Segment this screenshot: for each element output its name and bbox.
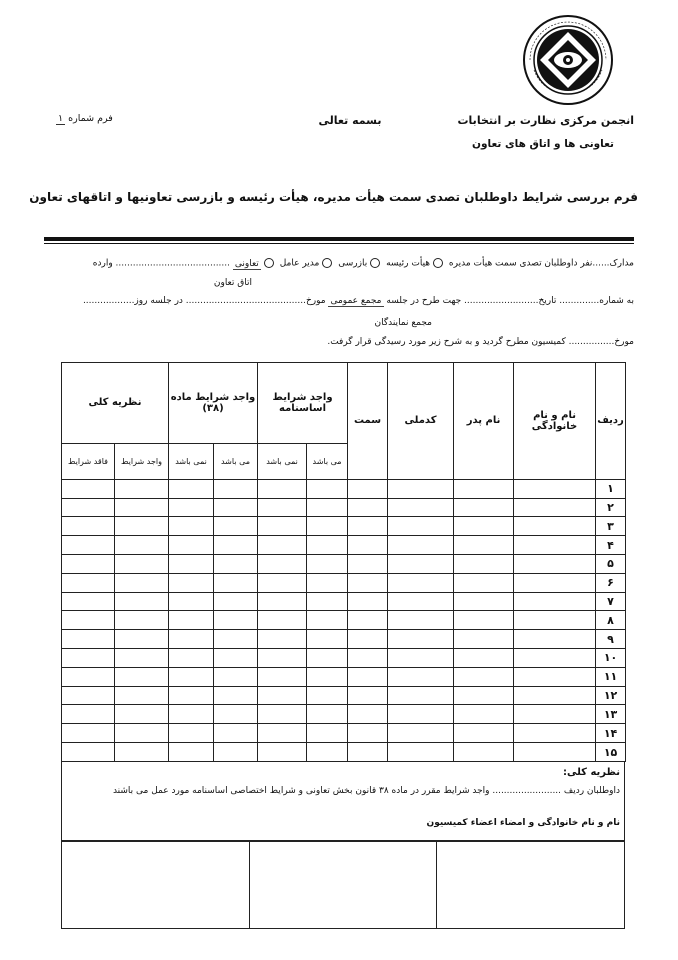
table-cell[interactable] [388, 667, 454, 686]
table-cell[interactable] [388, 649, 454, 668]
row-number: ۶ [596, 573, 626, 592]
table-cell[interactable] [258, 667, 307, 686]
table-cell[interactable] [388, 686, 454, 705]
table-cell[interactable] [169, 705, 214, 724]
intro-documents: مدارک [609, 258, 634, 269]
table-cell[interactable] [454, 649, 514, 668]
divider-thin [44, 243, 634, 244]
table-cell[interactable] [307, 649, 348, 668]
label-chamber: اتاق تعاون [213, 278, 252, 288]
table-cell[interactable] [115, 517, 169, 536]
table-cell[interactable] [214, 649, 258, 668]
commission-members-label: نام و نام خانوادگی و امضاء اعضاء کمیسیون [426, 818, 620, 828]
table-cell[interactable] [388, 611, 454, 630]
table-cell[interactable] [214, 479, 258, 498]
table-cell[interactable] [348, 536, 388, 555]
table-cell[interactable] [115, 573, 169, 592]
table-cell[interactable] [169, 498, 214, 517]
table-cell[interactable] [454, 705, 514, 724]
table-cell[interactable] [348, 743, 388, 762]
table-cell[interactable] [115, 724, 169, 743]
table-row [62, 611, 626, 630]
table-cell[interactable] [62, 555, 115, 574]
table-cell[interactable] [62, 573, 115, 592]
table-cell[interactable] [115, 536, 169, 555]
table-cell[interactable] [454, 630, 514, 649]
overall-section [61, 761, 625, 841]
table-row [62, 573, 626, 592]
table-cell[interactable] [62, 630, 115, 649]
table-row [62, 517, 626, 536]
table-cell[interactable] [388, 517, 454, 536]
row-number: ۴ [596, 536, 626, 555]
table-cell[interactable] [258, 686, 307, 705]
table-row [62, 724, 626, 743]
table-cell[interactable] [454, 555, 514, 574]
table-cell[interactable] [62, 705, 115, 724]
row-number: ۱۲ [596, 686, 626, 705]
table-cell[interactable] [62, 536, 115, 555]
table-cell[interactable] [115, 705, 169, 724]
table-cell[interactable] [62, 498, 115, 517]
table-cell[interactable] [62, 479, 115, 498]
intro-number-date: به شماره.............. تاریخ.......................... جهت طرح در جلسه [386, 296, 634, 306]
table-cell[interactable] [348, 630, 388, 649]
table-row [62, 649, 626, 668]
table-cell[interactable] [307, 592, 348, 611]
row-number: ۱۰ [596, 649, 626, 668]
label-general-assembly: مجمع عمومی [330, 296, 382, 306]
table-cell[interactable] [388, 724, 454, 743]
table-cell[interactable] [62, 686, 115, 705]
radio-board-chair[interactable] [433, 258, 443, 268]
table-cell[interactable] [214, 555, 258, 574]
table-cell[interactable] [258, 705, 307, 724]
sub-art38-isnot: نمی باشد [169, 443, 214, 479]
table-cell[interactable] [388, 536, 454, 555]
col-name-header: نام و نام خانوادگی [514, 363, 596, 480]
sub-art38-is: می باشد [214, 443, 258, 479]
table-cell[interactable] [454, 479, 514, 498]
radio-ceo[interactable] [322, 258, 332, 268]
table-cell[interactable] [258, 592, 307, 611]
table-cell[interactable] [258, 498, 307, 517]
table-cell[interactable] [307, 667, 348, 686]
association-title: انجمن مرکزی نظارت بر انتخابات [457, 114, 634, 127]
table-cell[interactable] [348, 592, 388, 611]
signature-box[interactable] [62, 842, 250, 929]
table-cell[interactable] [62, 743, 115, 762]
table-cell[interactable] [258, 743, 307, 762]
form-number [56, 113, 113, 124]
intro-received: ........................................ وارده [92, 258, 230, 269]
table-cell[interactable] [258, 630, 307, 649]
table-cell[interactable] [258, 611, 307, 630]
col-statute-header: واجد شرایط اساسنامه [258, 363, 348, 444]
table-cell[interactable] [169, 573, 214, 592]
table-row [62, 667, 626, 686]
table-cell[interactable] [454, 724, 514, 743]
sub-statute-is: می باشد [307, 443, 348, 479]
table-cell[interactable] [454, 573, 514, 592]
table-cell[interactable] [115, 649, 169, 668]
overall-text: داوطلبان ردیف ........................ واجد شرایط مقرر در ماده ۳۸ قانون بخش تعاونی و شرایط اختصاصی اساسنامه مورد عمل می باشند [112, 786, 620, 796]
row-number: ۱۳ [596, 705, 626, 724]
radio-cooperative[interactable] [264, 258, 274, 268]
table-cell[interactable] [169, 517, 214, 536]
table-cell[interactable] [214, 517, 258, 536]
table-cell[interactable] [62, 649, 115, 668]
table-cell[interactable] [115, 743, 169, 762]
table-cell[interactable] [348, 705, 388, 724]
association-seal-icon [522, 14, 614, 106]
table-cell[interactable] [307, 743, 348, 762]
table-cell[interactable] [348, 555, 388, 574]
table-cell[interactable] [388, 498, 454, 517]
table-cell[interactable] [307, 498, 348, 517]
table-cell[interactable] [348, 649, 388, 668]
table-cell[interactable] [514, 498, 596, 517]
intro-line-3: مورخ................ کمیسیون مطرح گردید و به شرح زیر مورد رسیدگی قرار گرفت. [327, 337, 634, 347]
table-cell[interactable] [169, 724, 214, 743]
table-cell[interactable] [514, 724, 596, 743]
table-cell[interactable] [258, 517, 307, 536]
table-cell[interactable] [169, 536, 214, 555]
table-cell[interactable] [214, 498, 258, 517]
table-row [62, 536, 626, 555]
radio-inspection[interactable] [370, 258, 380, 268]
table-cell[interactable] [348, 667, 388, 686]
table-cell[interactable] [62, 517, 115, 536]
table-row [62, 686, 626, 705]
table-cell[interactable] [454, 611, 514, 630]
table-cell[interactable] [348, 573, 388, 592]
table-cell[interactable] [169, 686, 214, 705]
col-nid-header: کدملی [388, 363, 454, 480]
table-cell[interactable] [115, 686, 169, 705]
label-ceo: مدیر عامل [279, 258, 320, 269]
table-row [62, 592, 626, 611]
col-row-header: ردیف [596, 363, 626, 480]
table-cell[interactable] [307, 686, 348, 705]
table-cell[interactable] [514, 667, 596, 686]
table-cell[interactable] [214, 592, 258, 611]
table-cell[interactable] [307, 517, 348, 536]
table-row [62, 705, 626, 724]
form-number-label: فرم شماره [68, 113, 113, 124]
table-cell[interactable] [62, 611, 115, 630]
table-cell[interactable] [514, 649, 596, 668]
table-cell[interactable] [307, 724, 348, 743]
table-cell[interactable] [514, 743, 596, 762]
table-cell[interactable] [454, 517, 514, 536]
row-number: ۱۵ [596, 743, 626, 762]
table-cell[interactable] [514, 555, 596, 574]
label-board-chair: هیأت رئیسه [386, 258, 431, 269]
table-cell[interactable] [388, 592, 454, 611]
table-cell[interactable] [514, 536, 596, 555]
row-number: ۹ [596, 630, 626, 649]
table-cell[interactable] [115, 555, 169, 574]
table-cell[interactable] [307, 479, 348, 498]
table-cell[interactable] [348, 517, 388, 536]
table-cell[interactable] [214, 536, 258, 555]
candidates-table [61, 362, 626, 762]
table-cell[interactable] [514, 686, 596, 705]
intro-line-2 [42, 296, 634, 306]
intro-line-1 [42, 258, 634, 269]
table-cell[interactable] [307, 630, 348, 649]
overall-heading: نظریه کلی: [562, 767, 620, 778]
intro-session: مورخ.......................................... در جلسه روز.................. [82, 296, 326, 306]
table-cell[interactable] [307, 573, 348, 592]
row-number: ۵ [596, 555, 626, 574]
col-overall-header: نظریه کلی [62, 363, 169, 444]
table-cell[interactable] [348, 686, 388, 705]
table-cell[interactable] [388, 479, 454, 498]
table-cell[interactable] [169, 667, 214, 686]
table-cell[interactable] [514, 630, 596, 649]
table-cell[interactable] [388, 705, 454, 724]
table-cell[interactable] [214, 630, 258, 649]
signature-box[interactable] [249, 842, 437, 929]
divider-thick [44, 237, 634, 241]
table-cell[interactable] [115, 592, 169, 611]
label-representatives-assembly: مجمع نمایندگان [374, 318, 432, 328]
sub-statute-isnot: نمی باشد [258, 443, 307, 479]
table-cell[interactable] [307, 611, 348, 630]
table-cell[interactable] [454, 667, 514, 686]
table-cell[interactable] [214, 743, 258, 762]
table-cell[interactable] [258, 479, 307, 498]
row-number: ۱ [596, 479, 626, 498]
row-number: ۳ [596, 517, 626, 536]
col-father-header: نام پدر [454, 363, 514, 480]
table-cell[interactable] [258, 649, 307, 668]
sub-qualified: واجد شرایط [115, 443, 169, 479]
col-art38-header: واجد شرایط ماده (۳۸) [169, 363, 258, 444]
table-cell[interactable] [115, 498, 169, 517]
table-cell[interactable] [307, 555, 348, 574]
table-cell[interactable] [348, 611, 388, 630]
table-cell[interactable] [62, 724, 115, 743]
row-number: ۸ [596, 611, 626, 630]
table-cell[interactable] [514, 611, 596, 630]
sub-unqualified: فاقد شرایط [62, 443, 115, 479]
table-cell[interactable] [514, 517, 596, 536]
table-cell[interactable] [169, 649, 214, 668]
table-cell[interactable] [115, 667, 169, 686]
table-cell[interactable] [169, 592, 214, 611]
intro-candidates: ......نفر داوطلبان تصدی سمت هیأت مدیره [448, 258, 610, 269]
table-cell[interactable] [214, 611, 258, 630]
table-cell[interactable] [348, 479, 388, 498]
table-row [62, 498, 626, 517]
table-cell[interactable] [388, 573, 454, 592]
row-number: ۲ [596, 498, 626, 517]
signature-table [61, 841, 625, 929]
label-inspection: بازرسی [338, 258, 368, 269]
table-cell[interactable] [454, 686, 514, 705]
table-cell[interactable] [169, 630, 214, 649]
table-cell[interactable] [169, 555, 214, 574]
table-cell[interactable] [115, 630, 169, 649]
table-cell[interactable] [454, 743, 514, 762]
table-cell[interactable] [258, 536, 307, 555]
table-cell[interactable] [214, 667, 258, 686]
table-cell[interactable] [169, 611, 214, 630]
table-cell[interactable] [514, 573, 596, 592]
label-cooperative: تعاونی [234, 258, 259, 269]
table-cell[interactable] [214, 686, 258, 705]
table-cell[interactable] [169, 743, 214, 762]
table-cell[interactable] [214, 705, 258, 724]
association-subtitle: تعاونی ها و اتاق های تعاون [472, 138, 614, 150]
table-cell[interactable] [115, 479, 169, 498]
table-row [62, 743, 626, 762]
table-row [62, 630, 626, 649]
row-number: ۱۴ [596, 724, 626, 743]
table-cell[interactable] [214, 573, 258, 592]
row-number: ۷ [596, 592, 626, 611]
table-cell[interactable] [307, 536, 348, 555]
table-cell[interactable] [454, 498, 514, 517]
basmala: بسمه تعالی [318, 114, 382, 127]
col-position-header: سمت [348, 363, 388, 480]
table-row [62, 555, 626, 574]
table-cell[interactable] [258, 724, 307, 743]
table-cell[interactable] [514, 479, 596, 498]
table-cell[interactable] [62, 592, 115, 611]
table-cell[interactable] [258, 573, 307, 592]
table-cell[interactable] [514, 592, 596, 611]
table-cell[interactable] [115, 611, 169, 630]
table-cell[interactable] [514, 705, 596, 724]
table-cell[interactable] [388, 555, 454, 574]
table-cell[interactable] [214, 724, 258, 743]
table-cell[interactable] [258, 555, 307, 574]
table-cell[interactable] [454, 536, 514, 555]
table-cell[interactable] [348, 498, 388, 517]
table-cell[interactable] [169, 479, 214, 498]
table-cell[interactable] [307, 705, 348, 724]
row-number: ۱۱ [596, 667, 626, 686]
table-cell[interactable] [454, 592, 514, 611]
table-cell[interactable] [388, 743, 454, 762]
table-cell[interactable] [62, 667, 115, 686]
page-title: فرم بررسی شرایط داوطلبان تصدی سمت هیأت مدیره، هیأت رئیسه و بازرسی تعاونیها و اتاقهای تعاون [29, 190, 638, 204]
table-cell[interactable] [388, 630, 454, 649]
table-cell[interactable] [348, 724, 388, 743]
signature-box[interactable] [437, 842, 625, 929]
table-row [62, 479, 626, 498]
form-number-value: ۱ [58, 113, 64, 124]
